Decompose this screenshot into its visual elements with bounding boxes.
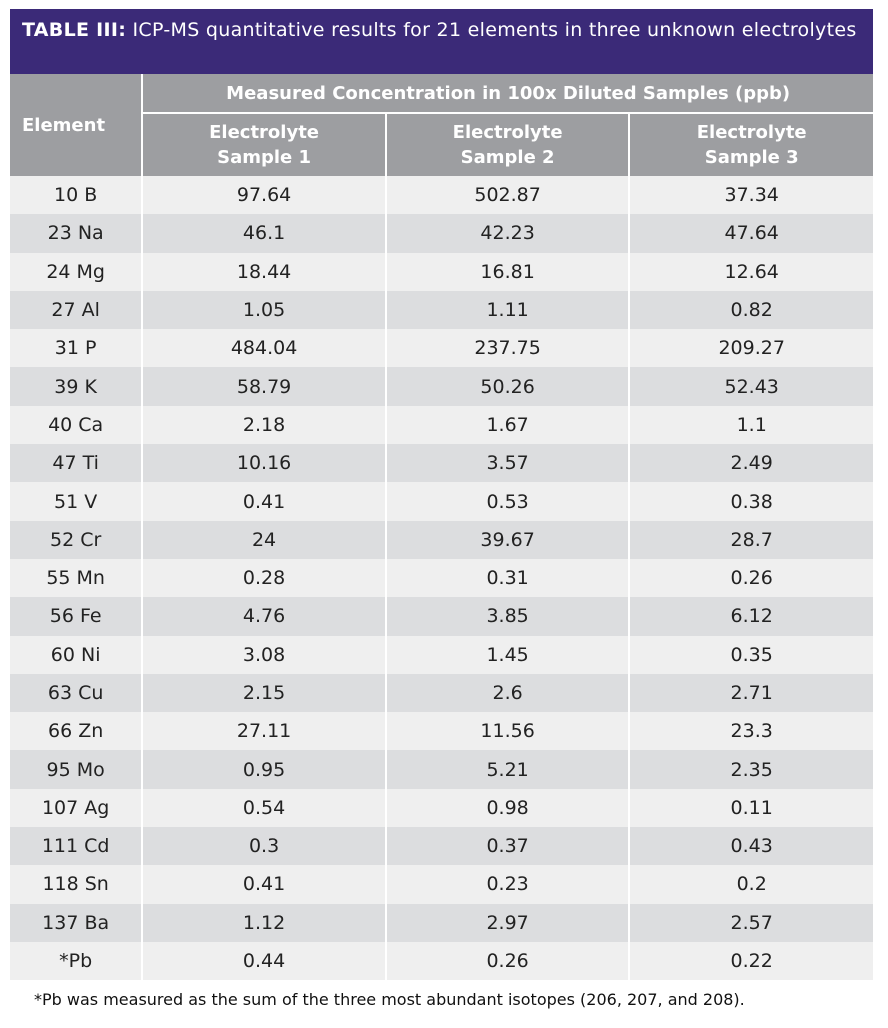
cell-sample-3: 6.12: [629, 597, 873, 635]
cell-sample-1: 2.18: [142, 406, 386, 444]
cell-sample-1: 58.79: [142, 367, 386, 405]
table-row: [10, 712, 873, 750]
cell-sample-1: 0.3: [142, 827, 386, 865]
footnote: *Pb was measured as the sum of the three most abundant isotopes (206, 207, and 208).: [34, 990, 745, 1009]
cell-sample-2: 3.85: [386, 597, 630, 635]
cell-sample-2: 42.23: [386, 214, 630, 252]
cell-sample-1: 1.05: [142, 291, 386, 329]
cell-sample-3: 0.38: [629, 482, 873, 520]
table-row: [10, 750, 873, 788]
table-body: [10, 176, 873, 980]
cell-element: 137 Ba: [10, 904, 142, 942]
table-title-text: ICP-MS quantitative results for 21 elements in three unknown electrolytes: [132, 19, 857, 41]
cell-sample-1: 27.11: [142, 712, 386, 750]
cell-sample-2: 0.53: [386, 482, 630, 520]
cell-sample-3: 52.43: [629, 367, 873, 405]
cell-element: 107 Ag: [10, 789, 142, 827]
cell-sample-3: 47.64: [629, 214, 873, 252]
cell-sample-2: 1.67: [386, 406, 630, 444]
cell-element: 95 Mo: [10, 750, 142, 788]
table-row: [10, 482, 873, 520]
cell-sample-3: 1.1: [629, 406, 873, 444]
table-title-label: TABLE III:: [22, 19, 127, 41]
cell-element: 31 P: [10, 329, 142, 367]
table-row: [10, 827, 873, 865]
cell-element: 111 Cd: [10, 827, 142, 865]
table-row: [10, 367, 873, 405]
table-row: [10, 329, 873, 367]
cell-element: 63 Cu: [10, 674, 142, 712]
table-row: [10, 176, 873, 214]
cell-sample-2: 11.56: [386, 712, 630, 750]
cell-element: 10 B: [10, 176, 142, 214]
cell-sample-2: 3.57: [386, 444, 630, 482]
cell-element: 118 Sn: [10, 865, 142, 903]
cell-sample-2: 5.21: [386, 750, 630, 788]
cell-sample-3: 0.43: [629, 827, 873, 865]
header-sample-3: [629, 113, 873, 176]
table-row: [10, 636, 873, 674]
header-measured-concentration: Measured Concentration in 100x Diluted Samples (ppb): [142, 74, 873, 113]
cell-element: 51 V: [10, 482, 142, 520]
cell-sample-2: 2.6: [386, 674, 630, 712]
table-row: [10, 559, 873, 597]
cell-sample-3: 0.35: [629, 636, 873, 674]
table-row: [10, 406, 873, 444]
cell-sample-2: 0.37: [386, 827, 630, 865]
table-row: [10, 253, 873, 291]
table-row: [10, 597, 873, 635]
table-row: [10, 904, 873, 942]
cell-element: 47 Ti: [10, 444, 142, 482]
cell-sample-2: 502.87: [386, 176, 630, 214]
cell-sample-1: 24: [142, 521, 386, 559]
cell-sample-1: 0.95: [142, 750, 386, 788]
cell-element: 60 Ni: [10, 636, 142, 674]
cell-sample-3: 2.49: [629, 444, 873, 482]
cell-sample-2: 16.81: [386, 253, 630, 291]
cell-sample-3: 0.11: [629, 789, 873, 827]
cell-sample-3: 37.34: [629, 176, 873, 214]
header-sample-3-line1: Electrolyte: [696, 122, 807, 143]
cell-sample-1: 0.54: [142, 789, 386, 827]
cell-sample-1: 484.04: [142, 329, 386, 367]
cell-sample-1: 1.12: [142, 904, 386, 942]
cell-sample-1: 18.44: [142, 253, 386, 291]
cell-sample-2: 2.97: [386, 904, 630, 942]
cell-element: 23 Na: [10, 214, 142, 252]
cell-sample-2: 237.75: [386, 329, 630, 367]
cell-sample-3: 2.71: [629, 674, 873, 712]
cell-sample-3: 2.35: [629, 750, 873, 788]
cell-element: 56 Fe: [10, 597, 142, 635]
cell-sample-1: 10.16: [142, 444, 386, 482]
table-row: [10, 214, 873, 252]
header-sample-2: [386, 113, 630, 176]
cell-sample-3: 23.3: [629, 712, 873, 750]
header-sample-2-line2: Sample 2: [460, 147, 555, 168]
header-element: Element: [10, 74, 142, 176]
cell-sample-2: 0.23: [386, 865, 630, 903]
cell-element: *Pb: [10, 942, 142, 980]
table-row: [10, 789, 873, 827]
cell-sample-1: 0.28: [142, 559, 386, 597]
cell-element: 27 Al: [10, 291, 142, 329]
table-row: [10, 865, 873, 903]
table-header: [10, 74, 873, 176]
cell-sample-2: 1.11: [386, 291, 630, 329]
cell-sample-1: 46.1: [142, 214, 386, 252]
table-row: [10, 674, 873, 712]
cell-sample-1: 0.44: [142, 942, 386, 980]
cell-sample-2: 39.67: [386, 521, 630, 559]
cell-sample-1: 97.64: [142, 176, 386, 214]
cell-sample-2: 0.98: [386, 789, 630, 827]
table-row: [10, 521, 873, 559]
cell-sample-3: 0.26: [629, 559, 873, 597]
table-title: [10, 9, 873, 74]
header-sample-1-line1: Electrolyte: [209, 122, 320, 143]
table-row: [10, 444, 873, 482]
cell-sample-1: 0.41: [142, 865, 386, 903]
table-row: [10, 942, 873, 980]
table-container: [10, 9, 873, 980]
cell-sample-2: 50.26: [386, 367, 630, 405]
cell-element: 52 Cr: [10, 521, 142, 559]
cell-sample-2: 1.45: [386, 636, 630, 674]
cell-sample-2: 0.31: [386, 559, 630, 597]
cell-sample-1: 3.08: [142, 636, 386, 674]
header-sample-1-line2: Sample 1: [217, 147, 312, 168]
header-sample-3-line2: Sample 3: [704, 147, 799, 168]
header-sample-1: [142, 113, 386, 176]
cell-sample-3: 2.57: [629, 904, 873, 942]
cell-element: 39 K: [10, 367, 142, 405]
table-row: [10, 291, 873, 329]
cell-element: 66 Zn: [10, 712, 142, 750]
cell-sample-3: 12.64: [629, 253, 873, 291]
cell-element: 40 Ca: [10, 406, 142, 444]
cell-sample-1: 2.15: [142, 674, 386, 712]
cell-sample-2: 0.26: [386, 942, 630, 980]
cell-sample-3: 0.22: [629, 942, 873, 980]
cell-sample-1: 0.41: [142, 482, 386, 520]
cell-sample-3: 0.2: [629, 865, 873, 903]
results-table: [10, 74, 873, 980]
cell-sample-1: 4.76: [142, 597, 386, 635]
cell-element: 55 Mn: [10, 559, 142, 597]
cell-sample-3: 0.82: [629, 291, 873, 329]
cell-element: 24 Mg: [10, 253, 142, 291]
cell-sample-3: 209.27: [629, 329, 873, 367]
header-sample-2-line1: Electrolyte: [452, 122, 563, 143]
cell-sample-3: 28.7: [629, 521, 873, 559]
